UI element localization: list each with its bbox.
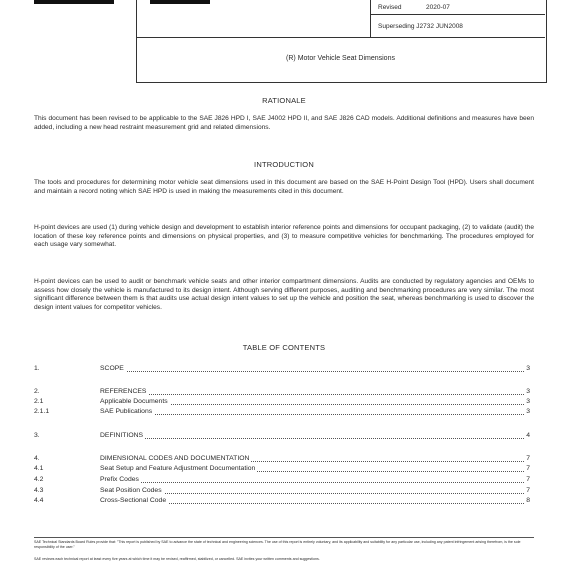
- document-header-box: [136, 0, 547, 83]
- toc-entry[interactable]: [34, 487, 530, 496]
- toc-entry[interactable]: [34, 497, 530, 506]
- toc-entry-title: SAE Publications: [100, 408, 153, 415]
- toc-entry-title: Seat Position Codes: [100, 487, 162, 494]
- toc-entry-page: 8: [526, 497, 530, 504]
- toc-entry-page: 7: [526, 487, 530, 494]
- toc-entry-title: Cross-Sectional Code: [100, 497, 167, 504]
- document-title: (R) Motor Vehicle Seat Dimensions: [286, 55, 395, 62]
- toc-entry-number: 1.: [34, 365, 40, 372]
- toc-entry[interactable]: [34, 398, 530, 407]
- toc-leader-dots: [100, 438, 524, 439]
- intro-paragraph-2: H-point devices are used (1) during vehicle design and development to establish interior reference points and dimensions for occupant packaging, (2) to validate (audit) the location of these key reference points and dimensions on physical properties, and (3) to measure competitive vehicles for benchmarking. The procedures employed for each usage vary somewhat.: [34, 224, 534, 249]
- header-divider-vertical: [370, 0, 371, 37]
- toc-entry-title: DIMENSIONAL CODES AND DOCUMENTATION: [100, 455, 250, 462]
- toc-entry[interactable]: [34, 408, 530, 417]
- toc-leader-dots: [100, 493, 524, 494]
- toc-entry-number: 4.2: [34, 476, 44, 483]
- toc-entry-page: 3: [526, 408, 530, 415]
- toc-entry-number: 3.: [34, 432, 40, 439]
- toc-entry-page: 7: [526, 476, 530, 483]
- toc-entry[interactable]: [34, 365, 530, 374]
- toc-leader-dots: [100, 414, 524, 415]
- footer-review-notice: SAE reviews each technical report at least every five years at which time it may be revised, reaffirmed, stabilized, or cancelled. SAE invites your written comments and suggestions.: [34, 557, 320, 561]
- toc-entry-number: 2.: [34, 388, 40, 395]
- toc-entry-page: 3: [526, 365, 530, 372]
- toc-entry-number: 4.4: [34, 497, 44, 504]
- toc-entry-title: Applicable Documents: [100, 398, 168, 405]
- toc-leader-dots: [100, 394, 524, 395]
- intro-paragraph-3: H-point devices can be used to audit or benchmark vehicle seats and other interior compartment dimensions. Audits are conducted by regulatory agencies and OEMs to assess how closely the vehicle is manufactured to its design intent. Although serving different purposes, auditing and benchmarking procedures are very similar. The most significant difference between them is that audits use actual design intent values to set up the vehicle and position the seat, whereas benchmarking is used to discover the design intent values for competitor vehicles.: [34, 278, 534, 311]
- footer-rule: [34, 537, 534, 538]
- toc-entry[interactable]: [34, 476, 530, 485]
- toc-entry-number: 4.: [34, 455, 40, 462]
- footer-legal-notice: SAE Technical Standards Board Rules provide that: "This report is published by SAE to advance the state of technical and engineering sciences. The use of this report is entirely voluntary, and its applicability and suitability for any particular use, including any patent infringement arising therefrom, is the sole responsibility of the user.": [34, 540, 521, 549]
- intro-paragraph-1: The tools and procedures for determining motor vehicle seat dimensions used in this document are based on the SAE H-Point Design Tool (HPD). Users shall document and maintain a record noting which SAE HPD is used in making the measurements cited in this document.: [34, 179, 534, 195]
- rationale-heading: RATIONALE: [262, 96, 306, 105]
- toc-entry-title: Seat Setup and Feature Adjustment Documentation: [100, 465, 256, 472]
- toc-entry-title: SCOPE: [100, 365, 124, 372]
- toc-heading: TABLE OF CONTENTS: [242, 343, 326, 352]
- toc-leader-dots: [100, 482, 524, 483]
- revised-label: Revised: [378, 4, 402, 11]
- superseding-text: Superseding J2732 JUN2008: [378, 23, 463, 30]
- toc-entry-page: 4: [526, 432, 530, 439]
- toc-entry[interactable]: [34, 432, 530, 441]
- toc-entry-number: 4.1: [34, 465, 44, 472]
- header-divider-2: [136, 37, 545, 38]
- toc-entry-number: 2.1: [34, 398, 44, 405]
- toc-entry-number: 4.3: [34, 487, 44, 494]
- introduction-heading: INTRODUCTION: [254, 160, 314, 169]
- top-banner-left: [34, 0, 114, 4]
- toc-leader-dots: [100, 371, 524, 372]
- toc-entry-page: 7: [526, 455, 530, 462]
- toc-entry-page: 3: [526, 398, 530, 405]
- toc-entry-number: 2.1.1: [34, 408, 50, 415]
- toc-entry[interactable]: [34, 455, 530, 464]
- toc-entry-title: Prefix Codes: [100, 476, 139, 483]
- header-divider-1: [370, 14, 545, 15]
- toc-entry[interactable]: [34, 388, 530, 397]
- revised-value: 2020-07: [426, 4, 450, 11]
- toc-entry-title: DEFINITIONS: [100, 432, 144, 439]
- toc-entry-title: REFERENCES: [100, 388, 147, 395]
- rationale-text: This document has been revised to be applicable to the SAE J826 HPD I, SAE J4002 HPD II, and SAE J826 CAD models. Additional definitions and measures have been added, including a new head restraint measurement grid and related dimensions.: [34, 115, 534, 131]
- toc-entry-page: 3: [526, 388, 530, 395]
- toc-entry-page: 7: [526, 465, 530, 472]
- toc-entry[interactable]: [34, 465, 530, 474]
